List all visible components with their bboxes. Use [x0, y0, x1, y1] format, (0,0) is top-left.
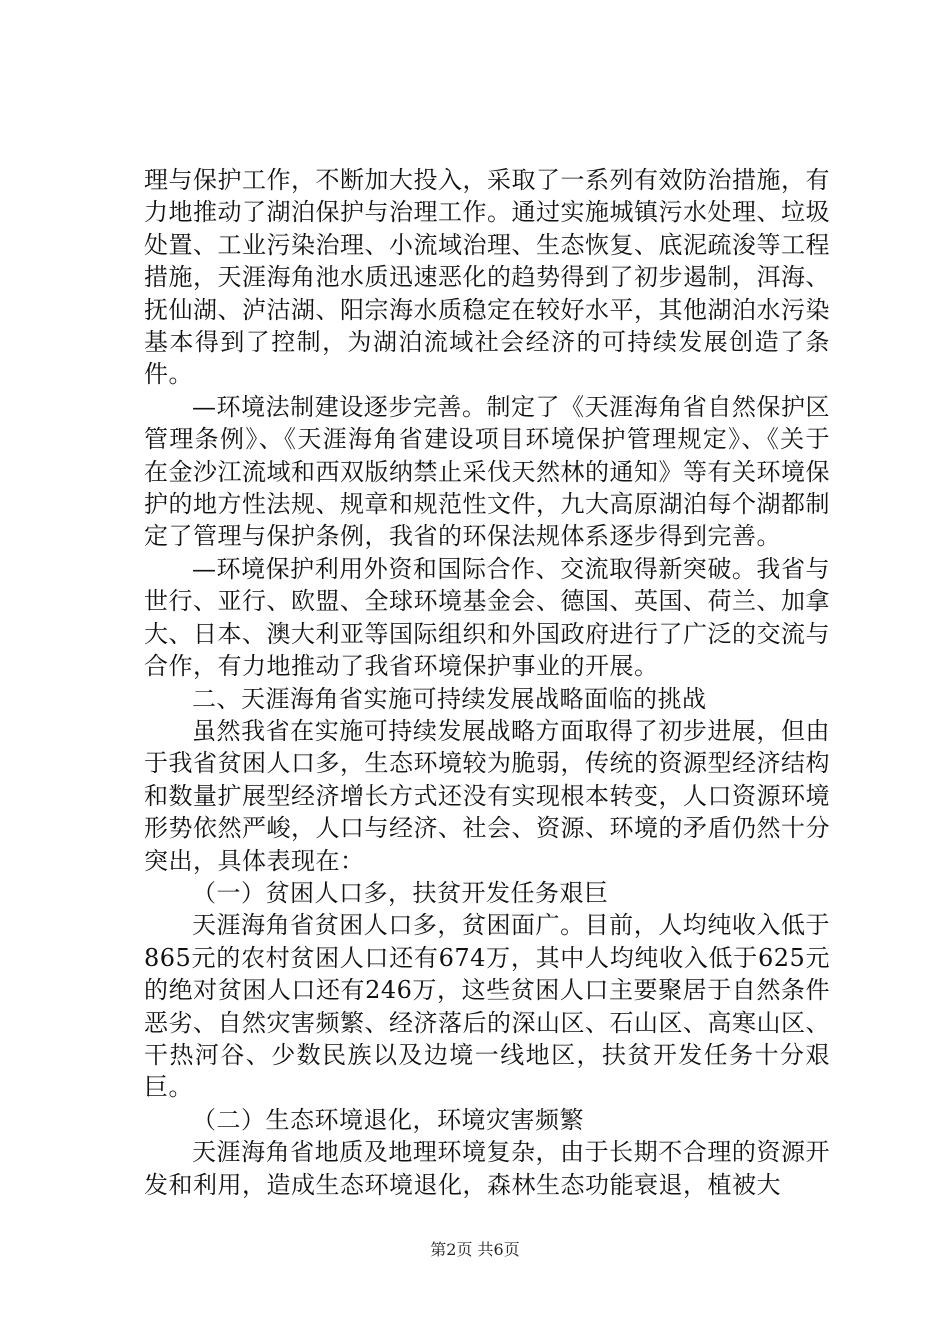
paragraph-continuation: 理与保护工作，不断加大投入，采取了一系列有效防治措施，有力地推动了湖泊保护与治理工作。通过实施城镇污水处理、垃圾处置、工业污染治理、小流域治理、生态恢复、底泥疏浚等工程措施，天涯海角池水质迅速恶化的趋势得到了初步遏制，洱海、抚仙湖、泸沽湖、阳宗海水质稳定在较好水平，其他湖泊水污染基本得到了控制，为湖泊流域社会经济的可持续发展创造了条件。 [144, 166, 830, 389]
paragraph-challenges-intro: 虽然我省在实施可持续发展战略方面取得了初步进展，但由于我省贫困人口多，生态环境较为脆弱，传统的资源型经济结构和数量扩展型经济增长方式还没有实现根本转变，人口资源环境形势依然严峻，人口与经济、社会、资源、环境的矛盾仍然十分突出，具体表现在： [144, 716, 830, 875]
paragraph-legal-system: —环境法制建设逐步完善。制定了《天涯海角省自然保护区管理条例》、《天涯海角省建设项目环境保护管理规定》、《关于在金沙江流域和西双版纳禁止采伐天然林的通知》等有关环境保护的地方性法规、规章和规范性文件，九大高原湖泊每个湖都制定了管理与保护条例，我省的环保法规体系逐步得到完善。 [144, 392, 830, 551]
paragraph-ecology: 天涯海角省地质及地理环境复杂，由于长期不合理的资源开发和利用，造成生态环境退化，森林生态功能衰退，植被大 [144, 1138, 830, 1199]
subheading-poverty: （一）贫困人口多，扶贫开发任务艰巨 [192, 878, 609, 907]
subheading-ecology: （二）生态环境退化，环境灾害频繁 [192, 1105, 584, 1134]
paragraph-international-cooperation: —环境保护利用外资和国际合作、交流取得新突破。我省与世行、亚行、欧盟、全球环境基金会、德国、英国、荷兰、加拿大、日本、澳大利亚等国际组织和外国政府进行了广泛的交流与合作，有力地推动了我省环境保护事业的开展。 [144, 554, 830, 681]
page-number-footer: 第2页 共6页 [430, 1240, 520, 1259]
document-body [144, 164, 830, 1201]
section-heading-challenges: 二、天涯海角省实施可持续发展战略面临的挑战 [192, 684, 707, 713]
paragraph-poverty: 天涯海角省贫困人口多，贫困面广。目前，人均纯收入低于865元的农村贫困人口还有674万，其中人均纯收入低于625元的绝对贫困人口还有246万，这些贫困人口主要聚居于自然条件恶劣、自然灾害频繁、经济落后的深山区、石山区、高寒山区、干热河谷、少数民族以及边境一线地区，扶贫开发任务十分艰巨。 [144, 911, 830, 1102]
